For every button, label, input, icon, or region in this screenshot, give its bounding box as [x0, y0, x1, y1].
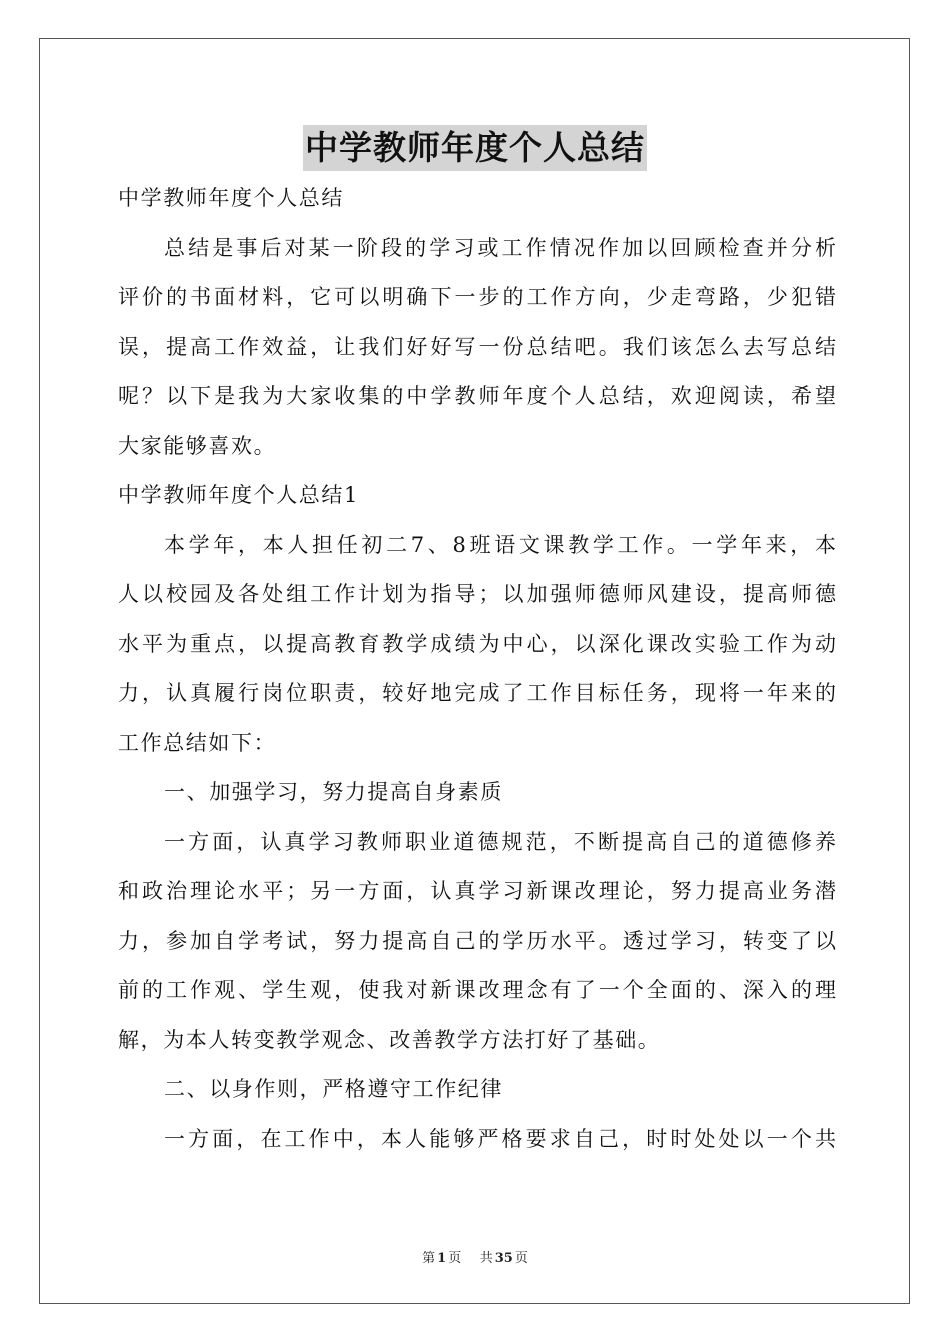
body-line: 力，参加自学考试，努力提高自己的学历水平。透过学习，转变了以 [118, 928, 836, 953]
body-line: 总结是事后对某一阶段的学习或工作情况作加以回顾检查并分析 [164, 235, 836, 260]
body-line: 一方面，在工作中，本人能够严格要求自己，时时处处以一个共 [164, 1126, 836, 1151]
document-title: 中学教师年度个人总结 [303, 125, 647, 171]
page-footer [0, 1247, 950, 1266]
body-line: 和政治理论水平；另一方面，认真学习新课改理论，努力提高业务潜 [118, 879, 836, 903]
body-line: 水平为重点，以提高教育教学成绩为中心，以深化课改实验工作为动 [118, 631, 836, 656]
title-container [0, 125, 950, 171]
document-body [118, 174, 836, 1164]
body-line: 一方面，认真学习教师职业道德规范，不断提高自己的道德修养 [164, 829, 836, 854]
footer-page-unit: 页 [448, 1251, 462, 1266]
body-line: 前的工作观、学生观，使我对新课改理念有了一个全面的、深入的理 [118, 978, 836, 1002]
body-line: 大家能够喜欢。 [118, 433, 277, 458]
subsection-heading: 一、加强学习，努力提高自身素质 [164, 780, 503, 804]
footer-total-unit: 页 [514, 1251, 528, 1266]
body-line: 误，提高工作效益，让我们好好写一份总结吧。我们该怎么去写总结 [118, 334, 836, 359]
body-line: 解，为本人转变教学观念、改善教学方法打好了基础。 [118, 1027, 661, 1052]
section-heading: 中学教师年度个人总结1 [118, 483, 359, 507]
footer-page-prefix: 第 [422, 1251, 436, 1266]
footer-total-pages: 35 [494, 1251, 513, 1266]
body-line: 工作总结如下： [118, 730, 277, 755]
body-line: 力，认真履行岗位职责，较好地完成了工作目标任务，现将一年来的 [118, 681, 836, 705]
body-line: 中学教师年度个人总结 [118, 186, 344, 210]
body-line: 评价的书面材料，它可以明确下一步的工作方向，少走弯路，少犯错 [118, 285, 836, 309]
body-line: 人以校园及各处组工作计划为指导；以加强师德师风建设，提高师德 [118, 582, 836, 606]
footer-total-prefix: 共 [479, 1251, 493, 1266]
subsection-heading: 二、以身作则，严格遵守工作纪律 [164, 1077, 503, 1101]
footer-page-number: 1 [437, 1251, 447, 1266]
body-line: 本学年，本人担任初二7、8班语文课教学工作。一学年来，本 [164, 532, 836, 557]
body-line: 呢？以下是我为大家收集的中学教师年度个人总结，欢迎阅读，希望 [118, 384, 836, 408]
